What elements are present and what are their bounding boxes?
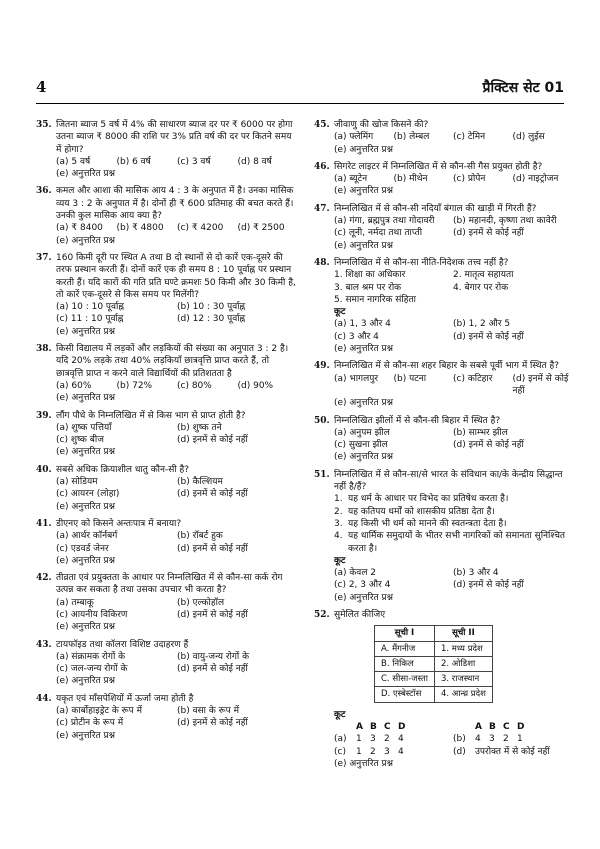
- question-text: जीवाणु की खोज किसने की?: [334, 120, 429, 130]
- answer-option[interactable]: (c) प्रोटीन के रूप में: [56, 718, 124, 729]
- statement-item: 2. मातृत्व सहायता: [453, 270, 514, 281]
- table-row: D. एस्बेस्टॉस 4. आन्ध्र प्रदेश: [375, 687, 493, 702]
- koot-label: कूट: [334, 555, 346, 566]
- answer-option-e[interactable]: (e) अनुत्तरित प्रश्न: [334, 398, 393, 409]
- left-column: [36, 119, 298, 747]
- answer-option[interactable]: (a) भागलपुर: [334, 373, 379, 384]
- question-text: सुमेलित कीजिए: [334, 609, 386, 620]
- answer-option[interactable]: (b) वसा के रूप में: [177, 706, 239, 717]
- question-text: सिगरेट लाइटर में निम्नलिखित में से कौन-सी गैस प्रयुक्त होती है?: [334, 161, 543, 172]
- right-questions-a: [314, 119, 572, 252]
- answer-option[interactable]: (d) इनमें से कोई नहीं: [453, 580, 524, 591]
- answer-option-e[interactable]: (e) अनुत्तरित प्रश्न: [56, 676, 115, 687]
- answer-option[interactable]: (c) एडवर्ड जेनर: [56, 543, 109, 554]
- answer-option[interactable]: (b) 72%: [116, 380, 153, 391]
- question-text: निम्नलिखित में से कौन-सा/से भारत के संविधान का/के केन्द्रीय सिद्धान्त नहीं है/हैं?: [334, 469, 563, 493]
- answer-option[interactable]: (a) गंगा, ब्रह्मपुत्र तथा गोदावरी: [334, 216, 435, 227]
- question-number: 52.: [314, 609, 330, 620]
- answer-option[interactable]: (c) लूनी, नर्मदा तथा ताप्ती: [334, 228, 423, 239]
- answer-option[interactable]: (b) 1, 2 और 5: [453, 319, 511, 330]
- answer-option[interactable]: (d) इनमें से कोई नहीं: [177, 664, 248, 675]
- answer-option[interactable]: (a) 60%: [56, 380, 92, 391]
- statement-item: 1. शिक्षा का अधिकार: [334, 270, 406, 281]
- answer-option[interactable]: (c) प्रोपेन: [453, 174, 486, 185]
- answer-option-e[interactable]: (e) अनुत्तरित प्रश्न: [56, 730, 115, 741]
- question-35: [36, 119, 298, 180]
- answer-option[interactable]: (d) लुईस: [512, 132, 545, 143]
- answer-option[interactable]: (d) इनमें से कोई नहीं: [177, 718, 248, 729]
- question-text: लौंग पौधे के निम्नलिखित में से किस भाग से प्राप्त होती है?: [56, 410, 246, 421]
- answer-option[interactable]: (a) शुष्क पत्तियाँ: [56, 422, 112, 433]
- answer-option[interactable]: (c) कटिहार: [453, 373, 493, 384]
- answer-option[interactable]: (b) लेम्बल: [393, 132, 430, 143]
- answer-option[interactable]: (b) साम्भर झील: [453, 427, 508, 438]
- table-row: A. मैंगनीज 1. मध्य प्रदेश: [375, 641, 493, 656]
- question-text: जितना ब्याज 5 वर्ष में 4% की साधारण ब्याज दर पर ₹ 6000 पर होगा उतना ब्याज ₹ 8000 की राशि पर 3% प्रति वर्ष की दर पर कितने समय में होगा?: [56, 120, 293, 155]
- statement-item: 3. यह किसी भी धर्म को मानने की स्वतन्त्रता देता है।: [334, 518, 507, 529]
- answer-option-e[interactable]: (e) अनुत्तरित प्रश्न: [334, 452, 393, 463]
- answer-option[interactable]: (d) 8 वर्ष: [237, 156, 272, 167]
- answer-option[interactable]: (b) 3 और 4: [453, 568, 499, 579]
- answer-option-e[interactable]: (e) अनुत्तरित प्रश्न: [56, 393, 115, 404]
- question-text: किसी विद्यालय में लड़कों और लड़कियों की संख्या का अनुपात 3 : 2 है। यदि 20% लड़के तथा 40% लड़कियाँ छात्रवृत्ति प्राप्त करते हैं, तो छात्रवृत्ति प्राप्त न करने वाले विद्यार्थियों की प्रतिशतता है: [56, 344, 289, 379]
- question-50: [314, 415, 572, 464]
- statement-item: 4. बेगार पर रोक: [453, 282, 509, 293]
- statement-item: 2. यह कतिपय धर्मों को शासकीय प्रतिष्ठा देता है।: [334, 506, 495, 517]
- table-header: सूची II: [434, 626, 492, 641]
- answer-option[interactable]: (d) इनमें से कोई नहीं: [453, 440, 524, 451]
- answer-option[interactable]: (c) ₹ 4200: [177, 223, 224, 234]
- page-number: 4: [36, 78, 47, 96]
- answer-option[interactable]: (b) वायु-जन्य रोगों के: [177, 651, 249, 662]
- answer-option[interactable]: (d) इनमें से कोई नहीं: [177, 489, 248, 500]
- table-row: B. निकिल 2. ओडिशा: [375, 656, 493, 671]
- question-number: 46.: [314, 161, 330, 172]
- question-43: [36, 639, 298, 688]
- answer-option[interactable]: (d) 90%: [237, 380, 274, 391]
- question-text: 160 किमी दूरी पर स्थित A तथा B दो स्थानों से दो कारें एक-दूसरे की तरफ प्रस्थान करती हैं। दोनों कारें एक ही समय 8 : 10 पूर्वाह्न पर प्रस्थान करती हैं। यदि कारों की गति प्रति घण्टे क्रमशः 50 किमी और 30 किमी है, तो कारें एक-दूसरे से किस समय पर मिलेंगी?: [56, 252, 296, 300]
- question-49: [314, 360, 572, 409]
- question-text: निम्नलिखित में से कौन-सी नदियाँ बंगाल की खाड़ी में गिरती हैं?: [334, 203, 537, 214]
- answer-option[interactable]: (c) 80%: [177, 380, 212, 391]
- answer-option[interactable]: (c) सुखना झील: [334, 440, 388, 451]
- answer-option-e[interactable]: (e) अनुत्तरित प्रश्न: [56, 447, 115, 458]
- question-text: सबसे अधिक क्रियाशील धातु कौन-सी है?: [56, 464, 190, 475]
- answer-option[interactable]: (a) 10 : 10 पूर्वाह्न: [56, 302, 124, 313]
- answer-option-e[interactable]: (e) अनुत्तरित प्रश्न: [56, 169, 115, 180]
- match-table: [374, 625, 493, 702]
- answer-option[interactable]: (b) मीथेन: [393, 174, 428, 185]
- answer-option[interactable]: (b) ₹ 4800: [116, 223, 164, 234]
- answer-option-e[interactable]: (e) अनुत्तरित प्रश्न: [334, 240, 393, 251]
- answer-option[interactable]: (b) रॉबर्ट हुक: [177, 531, 223, 542]
- answer-option[interactable]: (d) इनमें से कोई नहीं: [453, 331, 524, 342]
- answer-option[interactable]: (b) शुष्क तने: [177, 422, 222, 433]
- answer-option[interactable]: (a) तम्बाकू: [56, 597, 94, 608]
- answer-option[interactable]: (d) नाइट्रोजन: [512, 174, 559, 185]
- code-header: A B C D: [475, 722, 525, 733]
- question-44: [36, 693, 298, 742]
- answer-option[interactable]: (b) महानदी, कृष्णा तथा कावेरी: [453, 216, 557, 227]
- answer-option[interactable]: (a) फ्लेमिंग: [334, 132, 374, 143]
- answer-option[interactable]: (a) 1, 3 और 4: [334, 319, 391, 330]
- question-number: 40.: [36, 464, 52, 475]
- question-36: [36, 185, 298, 246]
- question-text: निम्नलिखित में से कौन-सा नीति-निदेशक तत्त्व नहीं है?: [334, 257, 509, 268]
- question-number: 42.: [36, 573, 52, 584]
- question-number: 39.: [36, 410, 52, 421]
- answer-option[interactable]: (b) 10 : 30 पूर्वाह्न: [177, 302, 246, 313]
- question-number: 44.: [36, 693, 52, 704]
- table-header: सूची I: [375, 626, 435, 641]
- question-text: निम्नलिखित में से कौन-सा शहर बिहार के सबसे पूर्वी भाग में स्थित है?: [334, 361, 560, 372]
- question-45: [314, 119, 572, 156]
- answer-option[interactable]: (b) 4 3 2 1: [453, 734, 523, 745]
- question-number: 51.: [314, 469, 330, 480]
- right-questions-b: [314, 360, 572, 463]
- answer-option[interactable]: (c) 3 वर्ष: [177, 156, 211, 167]
- question-number: 45.: [314, 120, 330, 130]
- answer-option[interactable]: (d) 12 : 30 पूर्वाह्न: [177, 314, 246, 325]
- question-46: [314, 161, 572, 198]
- statement-item: 1. यह धर्म के आधार पर विभेद का प्रतिषेध करता है।: [334, 494, 509, 505]
- question-48: [314, 257, 572, 355]
- question-text: डीएनए को किसने अन्तःपात्र में बनाया?: [56, 518, 182, 529]
- set-title: प्रैक्टिस सेट 01: [482, 80, 564, 96]
- answer-option[interactable]: (a) कार्बोहाइड्रेट के रूप में: [56, 706, 142, 717]
- answer-option-e[interactable]: (e) अनुत्तरित प्रश्न: [56, 501, 115, 512]
- answer-option[interactable]: (d) इनमें से कोई नहीं: [177, 435, 248, 446]
- question-number: 35.: [36, 120, 52, 130]
- question-47: [314, 203, 572, 252]
- question-text: निम्नलिखित झीलों में से कौन-सी बिहार में स्थित है?: [334, 415, 501, 426]
- header-divider: [36, 103, 564, 104]
- table-row: C. सीसा-जस्ता 3. राजस्थान: [375, 672, 493, 687]
- question-text: तीव्रता एवं प्रयुक्तता के आधार पर निम्नलिखित में से कौन-सा कर्क रोग उत्पन्न कर सकता है तथा उसका उपचार भी करता है?: [56, 573, 283, 596]
- answer-option[interactable]: (d) उपरोक्त में से कोई नहीं: [453, 746, 550, 757]
- answer-option[interactable]: (c) 3 और 4: [334, 331, 379, 342]
- answer-option[interactable]: (a) ₹ 8400: [56, 223, 103, 234]
- answer-option[interactable]: (b) एल्कोहॉल: [177, 597, 225, 608]
- answer-option[interactable]: (d) इनमें से कोई नहीं: [512, 373, 569, 396]
- question-number: 48.: [314, 257, 330, 268]
- koot-label: कूट: [334, 307, 346, 318]
- question-39: [36, 410, 298, 459]
- question-41: [36, 518, 298, 567]
- question-37: [36, 252, 298, 338]
- answer-option-e[interactable]: (e) अनुत्तरित प्रश्न: [334, 186, 393, 197]
- statement-item: 4. यह धार्मिक समुदायों के भीतर सभी नागरिकों को समानता सुनिश्चित करता है।: [334, 531, 566, 554]
- answer-option[interactable]: (c) जल-जन्य रोगों के: [56, 664, 128, 675]
- right-column: [314, 119, 572, 775]
- page-header: [36, 78, 564, 100]
- answer-option[interactable]: (c) आयनीय विकिरण: [56, 609, 128, 620]
- answer-option[interactable]: (a) आर्थर कॉर्नबर्ग: [56, 531, 118, 542]
- answer-option[interactable]: (d) ₹ 2500: [237, 223, 285, 234]
- answer-option-e[interactable]: (e) अनुत्तरित प्रश्न: [56, 235, 115, 246]
- answer-option[interactable]: (c) शुष्क बीज: [56, 435, 104, 446]
- answer-option[interactable]: (c) 11 : 10 पूर्वाह्न: [56, 314, 124, 325]
- question-number: 49.: [314, 361, 330, 372]
- question-number: 36.: [36, 186, 52, 197]
- answer-option[interactable]: (c) 1 2 3 4: [334, 746, 404, 757]
- question-text: यकृत एवं माँसपेशियों में ऊर्जा जमा होती है: [56, 693, 194, 704]
- answer-option[interactable]: (a) 5 वर्ष: [56, 156, 91, 167]
- answer-option-e[interactable]: (e) अनुत्तरित प्रश्न: [334, 344, 393, 355]
- answer-option-e[interactable]: (e) अनुत्तरित प्रश्न: [56, 622, 115, 633]
- question-number: 38.: [36, 344, 52, 355]
- answer-option-e[interactable]: (e) अनुत्तरित प्रश्न: [334, 758, 393, 769]
- code-header: A B C D: [356, 722, 406, 733]
- question-number: 37.: [36, 252, 52, 263]
- question-number: 41.: [36, 518, 52, 529]
- answer-option[interactable]: (a) ब्यूटेन: [334, 174, 368, 185]
- answer-option-e[interactable]: (e) अनुत्तरित प्रश्न: [56, 326, 115, 337]
- question-number: 43.: [36, 639, 52, 650]
- question-40: [36, 464, 298, 513]
- koot-label: कूट: [334, 709, 346, 720]
- answer-option[interactable]: (d) इनमें से कोई नहीं: [177, 543, 248, 554]
- question-number: 47.: [314, 203, 330, 214]
- question-42: [36, 572, 298, 633]
- answer-option[interactable]: (a) केवल 2: [334, 568, 377, 579]
- statement-item: 3. बाल श्रम पर रोक: [334, 282, 402, 293]
- answer-option[interactable]: (b) कैल्शियम: [177, 477, 223, 488]
- question-number: 50.: [314, 415, 330, 426]
- question-38: [36, 343, 298, 404]
- answer-option[interactable]: (b) पटना: [393, 373, 427, 384]
- answer-option-e[interactable]: (e) अनुत्तरित प्रश्न: [334, 144, 393, 155]
- statement-item: 5. समान नागरिक संहिता: [334, 294, 416, 305]
- question-text: कमल और आशा की मासिक आय 4 : 3 के अनुपात में है। उनका मासिक व्यय 3 : 2 के अनुपात में है। दोनों ही ₹ 600 प्रतिमाह की बचत करते हैं। उनकी कुल मासिक आय क्या है?: [56, 186, 294, 222]
- answer-option[interactable]: (c) 2, 3 और 4: [334, 580, 391, 591]
- answer-option[interactable]: (d) इनमें से कोई नहीं: [453, 228, 524, 239]
- answer-option-e[interactable]: (e) अनुत्तरित प्रश्न: [56, 555, 115, 566]
- answer-option[interactable]: (a) अनुपम झील: [334, 427, 390, 438]
- answer-option[interactable]: (c) आयरन (लोहा): [56, 489, 120, 500]
- question-text: टायफॉइड तथा कॉलरा विशिष्ट उदाहरण हैं: [56, 639, 189, 650]
- answer-option[interactable]: (a) संक्रामक रोगों के: [56, 651, 126, 662]
- answer-option[interactable]: (b) 6 वर्ष: [116, 156, 151, 167]
- question-51: [314, 469, 572, 604]
- question-52: [314, 609, 572, 770]
- answer-option[interactable]: (a) 1 3 2 4: [334, 734, 404, 745]
- answer-option[interactable]: (d) इनमें से कोई नहीं: [177, 609, 248, 620]
- answer-option[interactable]: (a) सोडियम: [56, 477, 98, 488]
- answer-option-e[interactable]: (e) अनुत्तरित प्रश्न: [334, 592, 393, 603]
- answer-option[interactable]: (c) टेमिन: [453, 132, 486, 143]
